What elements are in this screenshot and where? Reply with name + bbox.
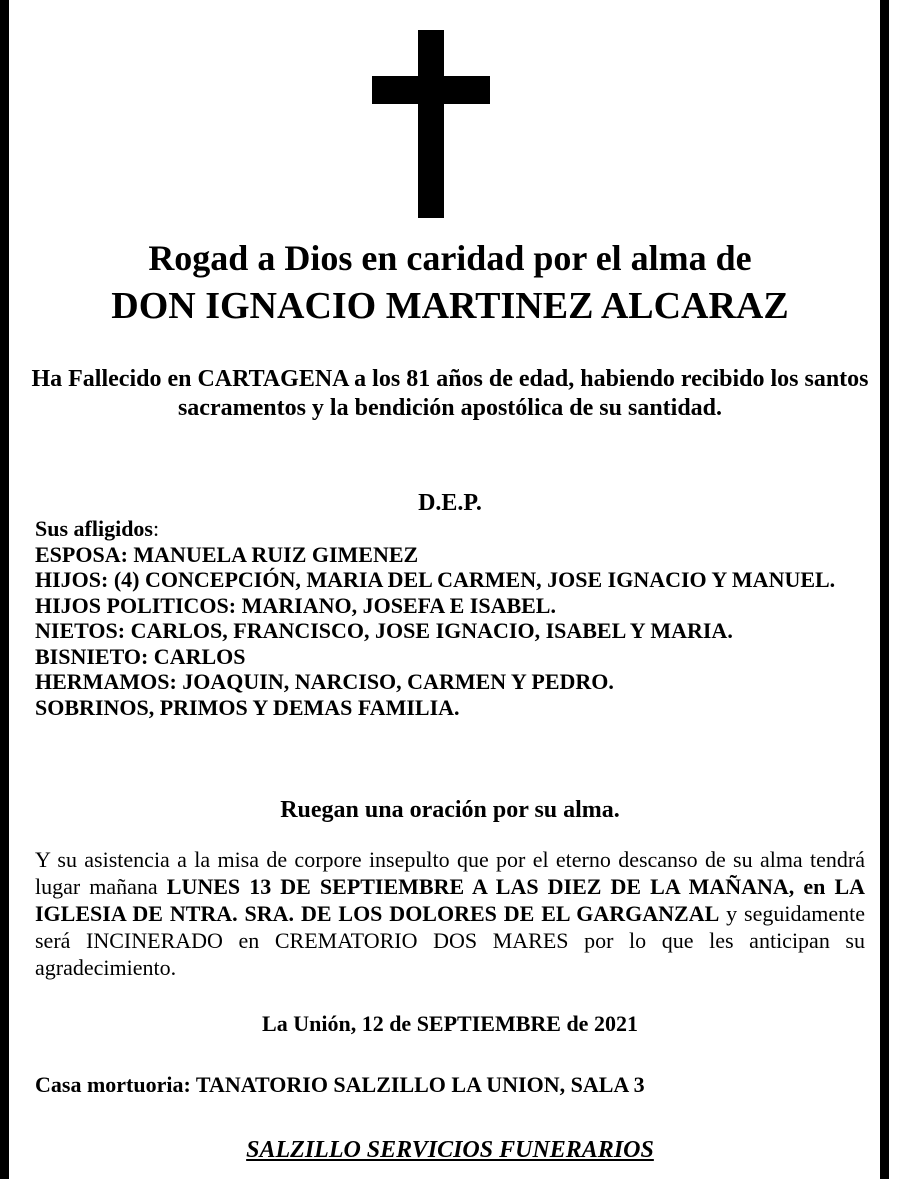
funeral-home: Casa mortuoria: TANATORIO SALZILLO LA UNION, SALA 3 (35, 1072, 645, 1097)
cross-horizontal-bar (372, 76, 490, 104)
family-intro-label: Sus afligidos (35, 516, 153, 541)
mass-text-part2: , en (788, 874, 835, 899)
deceased-name: DON IGNACIO MARTINEZ ALCARAZ (111, 285, 789, 327)
dep-label: D.E.P. (418, 490, 482, 516)
prayer-request: Ruegan una oración por su alma. (280, 797, 620, 823)
family-member: SOBRINOS, PRIMOS Y DEMAS FAMILIA. (35, 694, 460, 720)
family-member: ESPOSA: MANUELA RUIZ GIMENEZ (35, 541, 419, 567)
funeral-service-name: SALZILLO SERVICIOS FUNERARIOS (246, 1137, 654, 1163)
death-notice: Ha Fallecido en CARTAGENA a los 81 años de edad, habiendo recibido los santos sacramentos y la bendición apostólica de su santidad. (31, 366, 869, 421)
family-list (35, 516, 865, 720)
right-border (880, 0, 889, 1179)
place-date: La Unión, 12 de SEPTIEMBRE de 2021 (262, 1011, 638, 1036)
family-member: HIJOS: (4) CONCEPCIÓN, MARIA DEL CARMEN, JOSE IGNACIO Y MANUEL. (35, 567, 836, 592)
mass-text-part1: Y su asistencia a la misa de corpore insepulto que por el eterno descanso de su alma tendrá lugar mañana (35, 847, 865, 899)
mass-datetime: LUNES 13 DE SEPTIEMBRE A LAS DIEZ DE LA MAÑANA (166, 874, 789, 899)
family-intro (35, 516, 865, 542)
mass-church: LA IGLESIA DE NTRA. SRA. DE LOS DOLORES DE EL GARGANZAL (35, 874, 866, 926)
cross-icon (372, 30, 490, 218)
family-member: NIETOS: CARLOS, FRANCISCO, JOSE IGNACIO, ISABEL Y MARIA. (35, 618, 733, 643)
heading: Rogad a Dios en caridad por el alma de (148, 238, 752, 278)
family-member: HIJOS POLITICOS: MARIANO, JOSEFA E ISABEL. (35, 592, 556, 618)
cross-vertical-bar (418, 30, 444, 218)
mass-text-part3: y seguidamente será INCINERADO en CREMATORIO DOS MARES por lo que les anticipan su agradecimiento. (35, 901, 865, 980)
family-member: HERMAMOS: JOAQUIN, NARCISO, CARMEN Y PEDRO. (35, 669, 614, 694)
mass-details (35, 846, 865, 981)
family-member: BISNIETO: CARLOS (35, 643, 246, 669)
family-intro-colon: : (153, 516, 160, 541)
left-border (0, 0, 9, 1179)
